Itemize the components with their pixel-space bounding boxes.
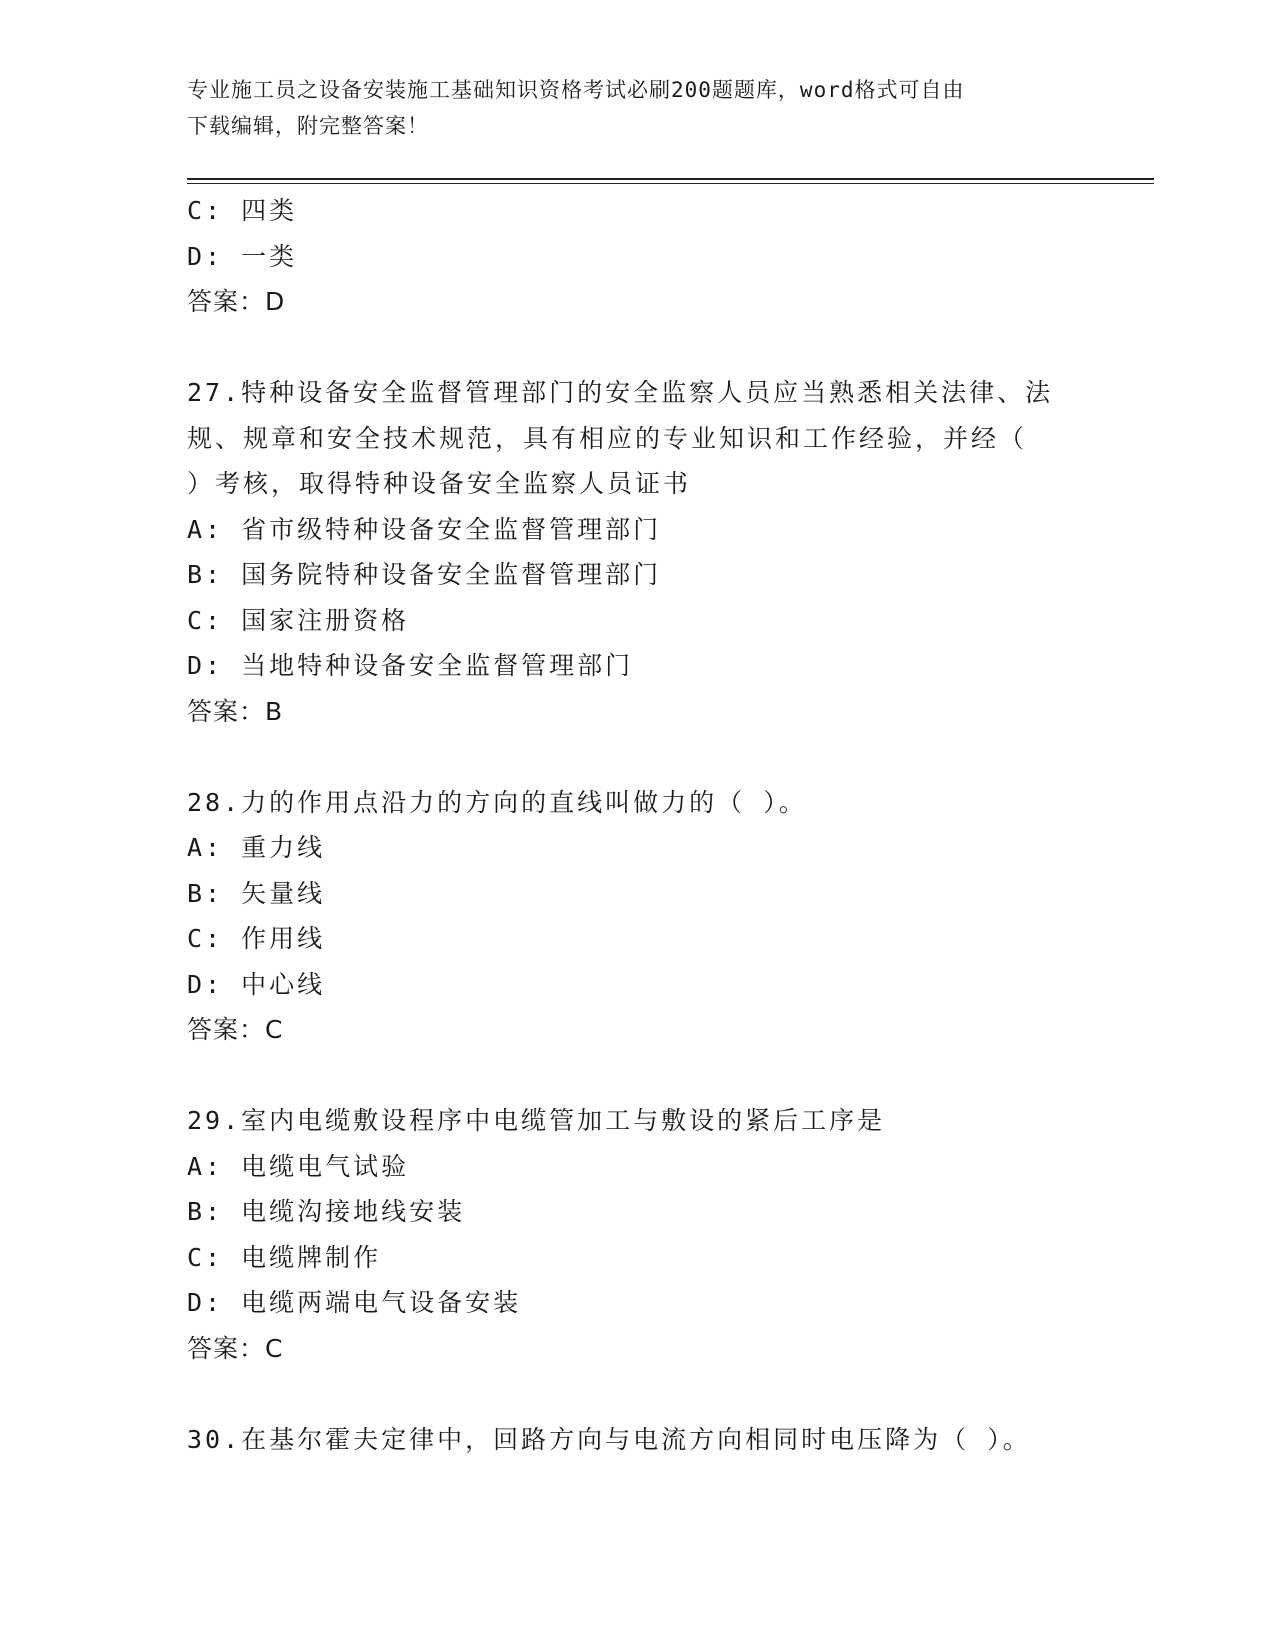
option-d: D: 一类 xyxy=(187,241,298,271)
spacer xyxy=(187,1053,1087,1099)
document-header xyxy=(187,72,1087,144)
header-divider-thin xyxy=(187,183,1154,184)
question-stem-line-1: 27.特种设备安全监督管理部门的安全监察人员应当熟悉相关法律、法 xyxy=(187,378,1054,407)
option-d: D: 当地特种设备安全监督管理部门 xyxy=(187,651,634,680)
question-29 xyxy=(187,1098,1087,1371)
answer-label: 答案：C xyxy=(187,1015,284,1044)
option-d: D: 电缆两端电气设备安装 xyxy=(187,1288,522,1317)
option-a: A: 重力线 xyxy=(187,833,326,862)
option-c: C: 电缆牌制作 xyxy=(187,1242,382,1272)
option-c: C: 国家注册资格 xyxy=(187,605,410,635)
answer-label: 答案：C xyxy=(187,1333,284,1363)
spacer xyxy=(187,1371,1087,1417)
option-d: D: 中心线 xyxy=(187,969,326,999)
header-title-line-2: 下载编辑，附完整答案！ xyxy=(187,114,429,138)
question-30 xyxy=(187,1417,1087,1463)
answer-label: 答案：D xyxy=(187,287,286,316)
question-27 xyxy=(187,370,1087,734)
spacer xyxy=(187,325,1087,371)
option-a: A: 省市级特种设备安全监督管理部门 xyxy=(187,514,662,544)
question-stem: 30.在基尔霍夫定律中，回路方向与电流方向相同时电压降为（ ）。 xyxy=(187,1424,1031,1454)
question-26-tail xyxy=(187,188,1087,325)
question-28 xyxy=(187,780,1087,1053)
answer-label: 答案：B xyxy=(187,696,284,726)
question-list xyxy=(187,188,1087,1462)
option-c: C: 四类 xyxy=(187,196,298,225)
spacer xyxy=(187,734,1087,780)
question-stem-line-3: ）考核，取得特种设备安全监察人员证书 xyxy=(187,469,692,498)
question-stem: 28.力的作用点沿力的方向的直线叫做力的（ ）。 xyxy=(187,787,807,817)
question-stem-line-2: 规、规章和安全技术规范，具有相应的专业知识和工作经验，并经（ xyxy=(187,423,1028,453)
option-b: B: 电缆沟接地线安装 xyxy=(187,1197,466,1226)
option-b: B: 矢量线 xyxy=(187,878,326,908)
option-a: A: 电缆电气试验 xyxy=(187,1151,410,1181)
option-c: C: 作用线 xyxy=(187,924,326,953)
header-title-line-1: 专业施工员之设备安装施工基础知识资格考试必刷200题题库，word格式可自由 xyxy=(187,78,965,102)
option-b: B: 国务院特种设备安全监督管理部门 xyxy=(187,560,662,589)
header-divider-thick xyxy=(187,178,1154,180)
question-stem: 29.室内电缆敷设程序中电缆管加工与敷设的紧后工序是 xyxy=(187,1106,886,1135)
